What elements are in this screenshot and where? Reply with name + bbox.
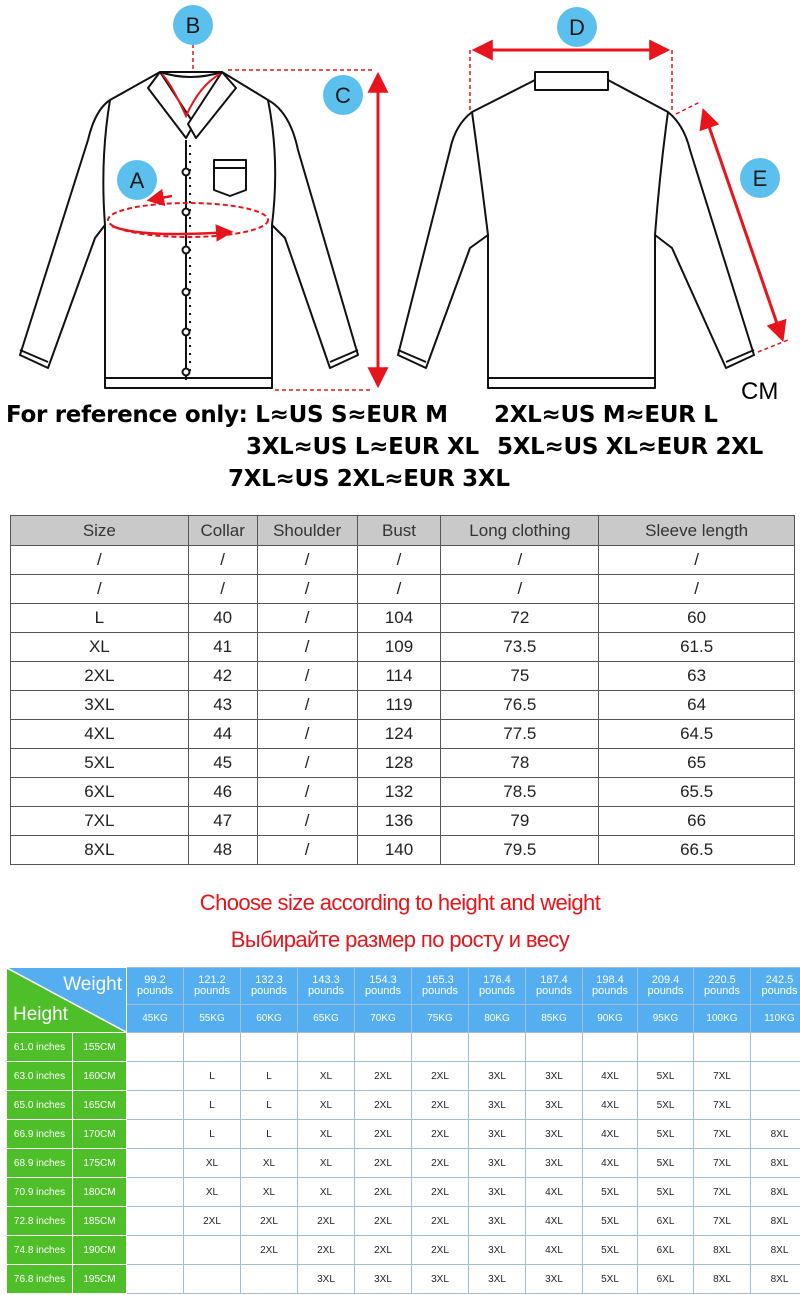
- recommended-size-cell: 3XL: [469, 1062, 526, 1091]
- weight-pounds-unit: pounds: [703, 984, 741, 997]
- size-table-cell: /: [11, 546, 189, 575]
- weight-height-corner: [7, 968, 127, 1033]
- recommended-size-cell: 2XL: [184, 1207, 241, 1236]
- recommended-size-cell: [184, 1265, 241, 1294]
- recommended-size-cell: 3XL: [469, 1265, 526, 1294]
- recommended-size-cell: 3XL: [412, 1265, 469, 1294]
- size-table-cell: 5XL: [11, 749, 189, 778]
- size-table-cell: 66: [599, 807, 795, 836]
- weight-pounds-cell: [694, 968, 751, 1005]
- recommended-size-cell: 2XL: [355, 1120, 412, 1149]
- size-table-cell: 40: [188, 604, 257, 633]
- recommended-size-cell: 4XL: [526, 1178, 583, 1207]
- recommended-size-cell: 2XL: [412, 1207, 469, 1236]
- size-table-cell: 63: [599, 662, 795, 691]
- size-table-cell: 109: [357, 633, 441, 662]
- weight-kg-cell: 45KG: [127, 1004, 184, 1032]
- recommended-size-cell: 3XL: [526, 1265, 583, 1294]
- recommended-size-cell: XL: [298, 1178, 355, 1207]
- weight-pounds-unit: pounds: [193, 984, 231, 997]
- size-table-cell: 78: [441, 749, 599, 778]
- size-table-cell: 76.5: [441, 691, 599, 720]
- weight-pounds-cell: [526, 968, 583, 1005]
- recommended-size-cell: 3XL: [469, 1091, 526, 1120]
- height-row: [7, 1062, 800, 1091]
- size-table-cell: 2XL: [11, 662, 189, 691]
- size-table-cell: 45: [188, 749, 257, 778]
- weight-pounds-value: 99.2: [144, 973, 166, 986]
- recommended-size-cell: 3XL: [469, 1178, 526, 1207]
- recommended-size-cell: 5XL: [583, 1178, 638, 1207]
- size-table-cell: 104: [357, 604, 441, 633]
- size-table-row: [11, 691, 795, 720]
- size-table-cell: 60: [599, 604, 795, 633]
- recommended-size-cell: [241, 1265, 298, 1294]
- recommended-size-cell: 4XL: [583, 1062, 638, 1091]
- recommended-size-cell: 5XL: [583, 1236, 638, 1265]
- height-row: [7, 1091, 800, 1120]
- height-cm-cell: 165CM: [73, 1091, 127, 1120]
- recommended-size-cell: 2XL: [355, 1207, 412, 1236]
- size-table-cell: 72: [441, 604, 599, 633]
- recommended-size-cell: 5XL: [638, 1120, 694, 1149]
- weight-pounds-cell: [469, 968, 526, 1005]
- corner-height-label: Height: [13, 1004, 68, 1025]
- recommended-size-cell: [184, 1236, 241, 1265]
- recommended-size-cell: 5XL: [638, 1149, 694, 1178]
- recommended-size-cell: 2XL: [241, 1236, 298, 1265]
- reference-line-2a: 3XL≈US L≈EUR XL: [246, 434, 479, 460]
- recommended-size-cell: 3XL: [469, 1120, 526, 1149]
- size-table-cell: /: [188, 575, 257, 604]
- recommended-size-cell: 2XL: [355, 1178, 412, 1207]
- recommended-size-cell: L: [241, 1062, 298, 1091]
- size-table-cell: /: [599, 546, 795, 575]
- size-table-cell: L: [11, 604, 189, 633]
- recommended-size-cell: 3XL: [469, 1149, 526, 1178]
- height-row: [7, 1236, 800, 1265]
- recommended-size-cell: [127, 1265, 184, 1294]
- height-inches-cell: 66.9 inches: [7, 1120, 73, 1149]
- weight-pounds-value: 121.2: [198, 973, 226, 986]
- size-table-row: [11, 604, 795, 633]
- height-cm-cell: 170CM: [73, 1120, 127, 1149]
- weight-kg-cell: 65KG: [298, 1004, 355, 1032]
- recommended-size-cell: 2XL: [355, 1236, 412, 1265]
- recommended-size-cell: 2XL: [355, 1062, 412, 1091]
- size-table-row: [11, 546, 795, 575]
- recommended-size-cell: [298, 1033, 355, 1062]
- size-table-cell: /: [257, 575, 357, 604]
- size-table-cell: 119: [357, 691, 441, 720]
- size-table-cell: 132: [357, 778, 441, 807]
- weight-pounds-unit: pounds: [591, 984, 629, 997]
- size-table-cell: 136: [357, 807, 441, 836]
- height-weight-table-body: [7, 968, 800, 1294]
- svg-text:C: C: [335, 83, 351, 108]
- recommended-size-cell: XL: [184, 1149, 241, 1178]
- weight-pounds-value: 242.5: [765, 973, 794, 986]
- marker-d: [557, 7, 597, 47]
- size-table-cell: /: [257, 691, 357, 720]
- size-table-cell: 64: [599, 691, 795, 720]
- weight-pounds-unit: pounds: [647, 984, 684, 997]
- recommended-size-cell: L: [184, 1062, 241, 1091]
- recommended-size-cell: [583, 1033, 638, 1062]
- weight-pounds-cell: [241, 968, 298, 1005]
- back-shirt-drawing: [398, 72, 754, 388]
- size-table-cell: 65: [599, 749, 795, 778]
- size-table-cell: 47: [188, 807, 257, 836]
- recommended-size-cell: 7XL: [694, 1178, 751, 1207]
- height-row: [7, 1207, 800, 1236]
- size-table-cell: /: [357, 546, 441, 575]
- size-table-header: [11, 516, 795, 546]
- size-table-cell: 114: [357, 662, 441, 691]
- recommended-size-cell: 6XL: [638, 1236, 694, 1265]
- recommended-size-cell: XL: [298, 1120, 355, 1149]
- size-table-body: [11, 546, 795, 865]
- weight-pounds-value: 209.4: [651, 973, 680, 986]
- size-table-row: [11, 807, 795, 836]
- recommended-size-cell: 3XL: [298, 1265, 355, 1294]
- size-table-cell: 42: [188, 662, 257, 691]
- recommended-size-cell: 3XL: [355, 1265, 412, 1294]
- size-table-cell: 41: [188, 633, 257, 662]
- weight-pounds-value: 132.3: [255, 973, 283, 986]
- size-table-cell: 79.5: [441, 836, 599, 865]
- size-table-cell: /: [257, 836, 357, 865]
- weight-pounds-unit: pounds: [136, 984, 174, 997]
- size-table-cell: /: [11, 575, 189, 604]
- size-chart-table: [10, 515, 795, 865]
- recommended-size-cell: XL: [298, 1149, 355, 1178]
- recommended-size-cell: [412, 1033, 469, 1062]
- recommended-size-cell: XL: [184, 1178, 241, 1207]
- height-inches-cell: 68.9 inches: [7, 1149, 73, 1178]
- recommended-size-cell: 2XL: [298, 1207, 355, 1236]
- recommended-size-cell: 4XL: [526, 1236, 583, 1265]
- weight-pounds-cell: [583, 968, 638, 1005]
- weight-pounds-value: 143.3: [312, 973, 340, 986]
- weight-pounds-unit: pounds: [250, 984, 288, 997]
- marker-c: [323, 75, 363, 115]
- size-table-cell: /: [257, 662, 357, 691]
- weight-kg-cell: 70KG: [355, 1004, 412, 1032]
- reference-line-2b: 5XL≈US XL≈EUR 2XL: [497, 434, 763, 460]
- recommended-size-cell: [127, 1062, 184, 1091]
- recommended-size-cell: 2XL: [412, 1062, 469, 1091]
- weight-pounds-cell: [751, 968, 800, 1005]
- height-weight-title-en: Choose size according to height and weight: [199, 890, 601, 915]
- svg-text:B: B: [185, 13, 201, 38]
- recommended-size-cell: 8XL: [751, 1236, 800, 1265]
- size-table-cell: /: [257, 720, 357, 749]
- size-table-cell: 3XL: [11, 691, 189, 720]
- recommended-size-cell: [127, 1033, 184, 1062]
- recommended-size-cell: 4XL: [583, 1120, 638, 1149]
- recommended-size-cell: [751, 1033, 800, 1062]
- recommended-size-cell: 5XL: [638, 1091, 694, 1120]
- header-long-clothing: Long clothing: [441, 516, 599, 546]
- recommended-size-cell: 7XL: [694, 1120, 751, 1149]
- recommended-size-cell: 8XL: [751, 1120, 800, 1149]
- weight-kg-cell: 80KG: [469, 1004, 526, 1032]
- recommended-size-cell: 5XL: [638, 1178, 694, 1207]
- recommended-size-cell: [241, 1033, 298, 1062]
- recommended-size-cell: 2XL: [412, 1091, 469, 1120]
- weight-pounds-cell: [355, 968, 412, 1005]
- size-table-cell: 79: [441, 807, 599, 836]
- recommended-size-cell: 5XL: [583, 1265, 638, 1294]
- weight-kg-cell: 90KG: [583, 1004, 638, 1032]
- size-table-cell: /: [257, 633, 357, 662]
- size-table-cell: /: [257, 778, 357, 807]
- weight-pounds-cell: [127, 968, 184, 1005]
- height-inches-cell: 61.0 inches: [7, 1033, 73, 1062]
- weight-pounds-unit: pounds: [761, 984, 798, 997]
- size-table-row: [11, 836, 795, 865]
- size-table-row: [11, 778, 795, 807]
- recommended-size-cell: [751, 1062, 800, 1091]
- height-weight-table: [6, 967, 800, 1294]
- size-table-cell: /: [257, 749, 357, 778]
- recommended-size-cell: 6XL: [638, 1265, 694, 1294]
- height-row: [7, 1178, 800, 1207]
- recommended-size-cell: 2XL: [355, 1091, 412, 1120]
- size-table-cell: 73.5: [441, 633, 599, 662]
- height-cm-cell: 195CM: [73, 1265, 127, 1294]
- size-table-cell: 4XL: [11, 720, 189, 749]
- recommended-size-cell: 8XL: [751, 1178, 800, 1207]
- size-table-cell: 44: [188, 720, 257, 749]
- size-table-cell: 64.5: [599, 720, 795, 749]
- recommended-size-cell: 8XL: [694, 1236, 751, 1265]
- weight-pounds-value: 154.3: [369, 973, 397, 986]
- height-inches-cell: 63.0 inches: [7, 1062, 73, 1091]
- recommended-size-cell: 4XL: [526, 1207, 583, 1236]
- recommended-size-cell: [355, 1033, 412, 1062]
- weight-pounds-value: 198.4: [596, 973, 624, 986]
- size-table-cell: 78.5: [441, 778, 599, 807]
- size-table-cell: /: [599, 575, 795, 604]
- recommended-size-cell: XL: [241, 1178, 298, 1207]
- weight-kg-cell: 110KG: [751, 1004, 800, 1032]
- recommended-size-cell: 2XL: [355, 1149, 412, 1178]
- size-table-cell: /: [257, 546, 357, 575]
- height-inches-cell: 70.9 inches: [7, 1178, 73, 1207]
- recommended-size-cell: [751, 1091, 800, 1120]
- recommended-size-cell: [638, 1033, 694, 1062]
- weight-pounds-value: 165.3: [426, 973, 454, 986]
- header-size: Size: [11, 516, 189, 546]
- recommended-size-cell: 8XL: [751, 1207, 800, 1236]
- weight-pounds-value: 220.5: [708, 973, 736, 986]
- size-table-cell: /: [257, 604, 357, 633]
- height-cm-cell: 190CM: [73, 1236, 127, 1265]
- size-table-cell: /: [441, 546, 599, 575]
- size-table-cell: 65.5: [599, 778, 795, 807]
- header-bust: Bust: [357, 516, 441, 546]
- recommended-size-cell: XL: [298, 1091, 355, 1120]
- height-cm-cell: 180CM: [73, 1178, 127, 1207]
- recommended-size-cell: 3XL: [526, 1091, 583, 1120]
- recommended-size-cell: L: [241, 1120, 298, 1149]
- weight-pounds-cell: [298, 968, 355, 1005]
- height-inches-cell: 65.0 inches: [7, 1091, 73, 1120]
- reference-line-1a: For reference only: L≈US S≈EUR M: [6, 402, 448, 428]
- size-table-row: [11, 749, 795, 778]
- recommended-size-cell: 2XL: [412, 1236, 469, 1265]
- size-table-cell: XL: [11, 633, 189, 662]
- size-table-cell: 8XL: [11, 836, 189, 865]
- weight-pounds-unit: pounds: [535, 984, 573, 997]
- size-table-cell: /: [188, 546, 257, 575]
- corner-weight-label: Weight: [63, 974, 122, 995]
- weight-pounds-cell: [184, 968, 241, 1005]
- size-table-cell: /: [257, 807, 357, 836]
- recommended-size-cell: 3XL: [469, 1207, 526, 1236]
- height-inches-cell: 72.8 inches: [7, 1207, 73, 1236]
- size-table-cell: /: [357, 575, 441, 604]
- weight-kg-cell: 95KG: [638, 1004, 694, 1032]
- weight-pounds-value: 176.4: [483, 973, 511, 986]
- height-row: [7, 1033, 800, 1062]
- weight-kg-cell: 85KG: [526, 1004, 583, 1032]
- recommended-size-cell: [526, 1033, 583, 1062]
- weight-pounds-row: [7, 968, 800, 1005]
- size-table-cell: 128: [357, 749, 441, 778]
- svg-text:D: D: [569, 15, 585, 40]
- weight-pounds-unit: pounds: [307, 984, 345, 997]
- weight-pounds-value: 187.4: [540, 973, 568, 986]
- recommended-size-cell: [127, 1091, 184, 1120]
- recommended-size-cell: 7XL: [694, 1062, 751, 1091]
- recommended-size-cell: XL: [241, 1149, 298, 1178]
- weight-pounds-unit: pounds: [478, 984, 516, 997]
- recommended-size-cell: 2XL: [241, 1207, 298, 1236]
- size-table-row: [11, 633, 795, 662]
- recommended-size-cell: 7XL: [694, 1207, 751, 1236]
- reference-line-1b: 2XL≈US M≈EUR L: [494, 402, 718, 428]
- height-cm-cell: 185CM: [73, 1207, 127, 1236]
- svg-text:A: A: [129, 168, 145, 193]
- unit-label: CM: [741, 378, 779, 405]
- weight-kg-cell: 100KG: [694, 1004, 751, 1032]
- recommended-size-cell: [127, 1236, 184, 1265]
- weight-pounds-cell: [412, 968, 469, 1005]
- weight-kg-cell: 60KG: [241, 1004, 298, 1032]
- marker-a: [117, 160, 157, 200]
- size-table-row: [11, 575, 795, 604]
- size-table-cell: 46: [188, 778, 257, 807]
- recommended-size-cell: 4XL: [583, 1091, 638, 1120]
- header-shoulder: Shoulder: [257, 516, 357, 546]
- recommended-size-cell: 3XL: [469, 1236, 526, 1265]
- weight-pounds-unit: pounds: [364, 984, 402, 997]
- weight-kg-cell: 55KG: [184, 1004, 241, 1032]
- recommended-size-cell: 5XL: [583, 1207, 638, 1236]
- shirt-measurement-illustration: [0, 0, 800, 400]
- header-collar: Collar: [188, 516, 257, 546]
- recommended-size-cell: 8XL: [694, 1265, 751, 1294]
- size-table-cell: 66.5: [599, 836, 795, 865]
- size-table-cell: 7XL: [11, 807, 189, 836]
- weight-pounds-cell: [638, 968, 694, 1005]
- size-table-row: [11, 720, 795, 749]
- recommended-size-cell: 3XL: [526, 1120, 583, 1149]
- recommended-size-cell: [694, 1033, 751, 1062]
- recommended-size-cell: 2XL: [412, 1178, 469, 1207]
- size-table-cell: 48: [188, 836, 257, 865]
- recommended-size-cell: L: [184, 1120, 241, 1149]
- header-sleeve-length: Sleeve length: [599, 516, 795, 546]
- front-shirt-drawing: [20, 72, 358, 388]
- size-table-cell: 6XL: [11, 778, 189, 807]
- height-row: [7, 1265, 800, 1294]
- recommended-size-cell: 7XL: [694, 1091, 751, 1120]
- recommended-size-cell: [469, 1033, 526, 1062]
- recommended-size-cell: L: [184, 1091, 241, 1120]
- recommended-size-cell: 2XL: [298, 1236, 355, 1265]
- recommended-size-cell: 8XL: [751, 1265, 800, 1294]
- size-table-cell: 140: [357, 836, 441, 865]
- size-table-cell: 61.5: [599, 633, 795, 662]
- marker-b: [173, 5, 213, 45]
- size-table-cell: 124: [357, 720, 441, 749]
- recommended-size-cell: [127, 1120, 184, 1149]
- recommended-size-cell: 7XL: [694, 1149, 751, 1178]
- height-inches-cell: 74.8 inches: [7, 1236, 73, 1265]
- height-cm-cell: 175CM: [73, 1149, 127, 1178]
- height-row: [7, 1149, 800, 1178]
- recommended-size-cell: [184, 1033, 241, 1062]
- recommended-size-cell: [127, 1149, 184, 1178]
- recommended-size-cell: [127, 1178, 184, 1207]
- height-inches-cell: 76.8 inches: [7, 1265, 73, 1294]
- recommended-size-cell: 2XL: [412, 1149, 469, 1178]
- recommended-size-cell: 5XL: [638, 1062, 694, 1091]
- marker-e: [740, 158, 780, 198]
- recommended-size-cell: XL: [298, 1062, 355, 1091]
- size-table-row: [11, 662, 795, 691]
- reference-line-3: 7XL≈US 2XL≈EUR 3XL: [228, 466, 510, 492]
- svg-text:E: E: [752, 166, 768, 191]
- recommended-size-cell: 2XL: [412, 1120, 469, 1149]
- recommended-size-cell: 3XL: [526, 1149, 583, 1178]
- height-cm-cell: 160CM: [73, 1062, 127, 1091]
- recommended-size-cell: 8XL: [751, 1149, 800, 1178]
- height-row: [7, 1120, 800, 1149]
- size-table-cell: 75: [441, 662, 599, 691]
- height-weight-title-ru: Выбирайте размер по росту и весу: [230, 927, 570, 952]
- recommended-size-cell: 4XL: [583, 1149, 638, 1178]
- size-table-cell: 43: [188, 691, 257, 720]
- recommended-size-cell: [127, 1207, 184, 1236]
- size-table-cell: /: [441, 575, 599, 604]
- recommended-size-cell: 6XL: [638, 1207, 694, 1236]
- weight-pounds-unit: pounds: [421, 984, 459, 997]
- recommended-size-cell: L: [241, 1091, 298, 1120]
- recommended-size-cell: 3XL: [526, 1062, 583, 1091]
- size-table-cell: 77.5: [441, 720, 599, 749]
- weight-kg-cell: 75KG: [412, 1004, 469, 1032]
- height-cm-cell: 155CM: [73, 1033, 127, 1062]
